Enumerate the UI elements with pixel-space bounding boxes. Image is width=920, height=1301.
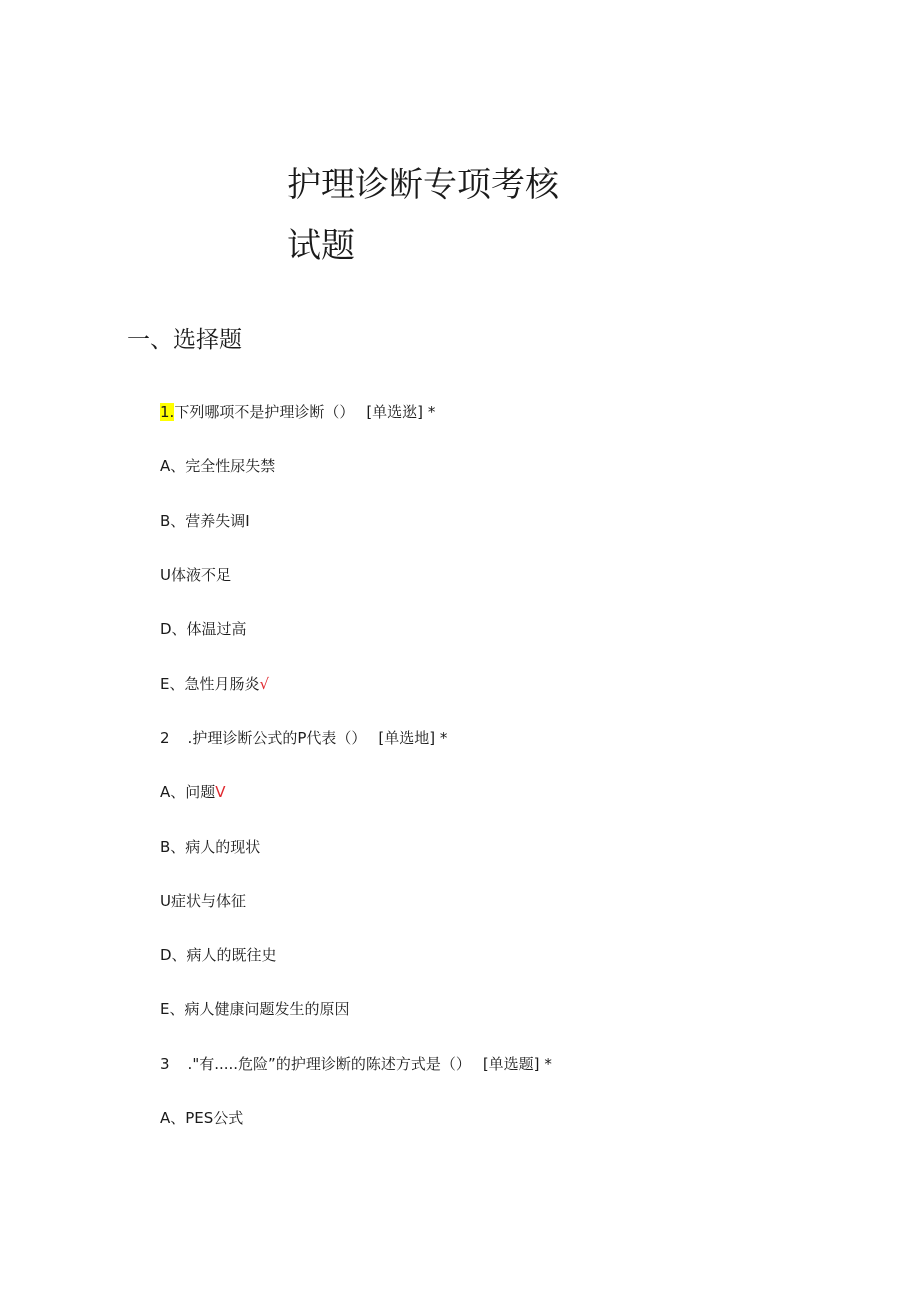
option-text: U症状与体征 [160,892,246,910]
question-number: 2 [160,729,170,747]
question-number: 3 [160,1055,170,1073]
question-number: 1. [160,403,175,421]
option-text: A、完全性尿失禁 [160,457,276,475]
option-item [160,564,231,586]
document-title-line-2: 试题 [287,226,355,266]
option-item [160,618,247,640]
option-text: B、营养失调I [160,512,250,530]
required-mark: * [427,403,436,421]
option-text: A、PES公式 [160,1109,244,1127]
option-text: D、体温过高 [160,620,247,638]
correct-answer-mark: V [215,783,226,801]
option-item [160,944,277,966]
question-type: [单选题] [482,1055,540,1073]
required-mark: * [439,729,448,747]
option-item [160,510,250,532]
question-3-stem [160,1053,552,1075]
option-text: E、急性月肠炎 [160,675,260,693]
question-text: ."有.....危险”的护理诊断的陈述方式是（） [187,1055,471,1073]
option-text: B、病人的现状 [160,838,261,856]
option-item [160,455,275,477]
document-title-line-1: 护理诊断专项考核 [287,165,559,205]
option-text: A、问题 [160,783,216,801]
option-item [160,673,269,695]
question-1-stem [160,401,435,423]
question-2-stem [160,727,447,749]
option-text: D、病人的既往史 [160,946,277,964]
option-item [160,998,349,1020]
correct-answer-mark: √ [259,675,270,693]
option-item [160,1107,243,1129]
question-text: 下列哪项不是护理诊断（） [174,403,355,421]
option-text: E、病人健康问题发生的原因 [160,1000,350,1018]
option-text: U体液不足 [160,566,231,584]
option-item [160,890,246,912]
question-type: [单选地] [378,729,436,747]
option-item [160,836,260,858]
option-item [160,781,226,803]
required-mark: * [544,1055,552,1073]
section-heading: 一、选择题 [127,327,242,353]
question-text: .护理诊断公式的P代表（） [187,729,367,747]
question-type: [单选逖] [366,403,424,421]
